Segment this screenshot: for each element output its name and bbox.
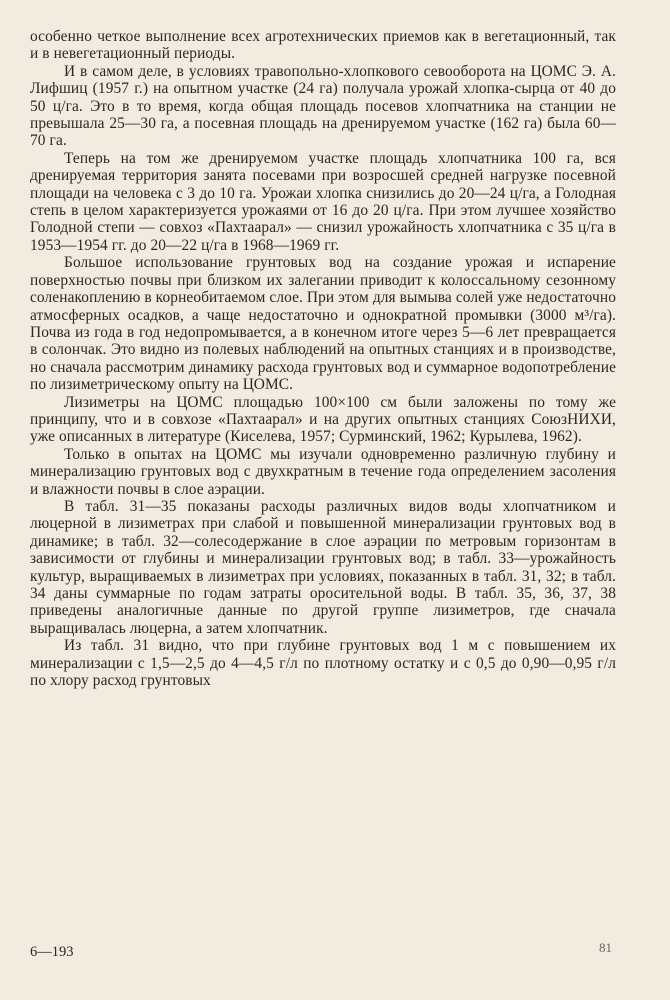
paragraph: Из табл. 31 видно, что при глубине грунтовых вод 1 м с повышением их минерализации с 1,5—2,5 до 4—4,5 г/л по плотному остатку и с 0,5 до 0,90—0,95 г/л по хлору расход грунтовых xyxy=(30,637,616,690)
paragraph: И в самом деле, в условиях травопольно-хлопкового севооборота на ЦОМС Э. А. Лифшиц (1957 г.) на опытном участке (24 га) получала урожай хлопка-сырца от 40 до 50 ц/га. Это в то время, когда общая площадь посевов хлопчатника на станции не превышала 25—30 га, а посевная площадь на дренируемом участке (162 га) была 60—70 га. xyxy=(30,62,616,150)
paragraph: Только в опытах на ЦОМС мы изучали одновременно различную глубину и минерализацию грунтовых вод с двухкратным в течение года определением засоления и влажности почвы в слое аэрации. xyxy=(30,445,616,498)
paragraph-continuation: особенно четкое выполнение всех агротехнических приемов как в вегетационный, так и в невегетационный периоды. xyxy=(30,28,616,63)
paragraph: В табл. 31—35 показаны расходы различных видов воды хлопчатником и люцерной в лизиметрах при слабой и повышенной минерализации грунтовых вод в динамике; в табл. 32—солесодержание в слое аэрации по метровым горизонтам в зависимости от глубины и минерализации грунтовых вод; в табл. 33—урожайность культур, выращиваемых в лизиметрах при условиях, показанных в табл. 31, 32; в табл. 34 даны суммарные по годам затраты оросительной воды. В табл. 35, 36, 37, 38 приведены аналогичные данные по другой группе лизиметров, где сначала выращивалась люцерна, а затем хлопчатник. xyxy=(30,497,616,637)
paragraph: Лизиметры на ЦОМС площадью 100×100 см были заложены по тому же принципу, что и в совхозе «Пахтаарал» и на других опытных станциях СоюзНИХИ, уже описанных в литературе (Киселева, 1957; Сурминский, 1962; Курылева, 1962). xyxy=(30,393,616,446)
paragraph: Теперь на том же дренируемом участке площадь хлопчатника 100 га, вся дренируемая территория занята посевами при возросшей средней нагрузке посевной площади на человека с 3 до 10 га. Урожаи хлопка снизились до 20—24 ц/га, а Голодная степь в целом характеризуется урожаями от 16 до 20 ц/га. При этом лучшее хозяйство Голодной степи — совхоз «Пахтаарал» — снизил урожайность хлопчатника с 35 ц/га в 1953—1954 гг. до 20—22 ц/га в 1968—1969 гг. xyxy=(30,149,616,254)
printer-signature-mark: 6—193 xyxy=(30,944,74,960)
paragraph: Большое использование грунтовых вод на создание урожая и испарение поверхностью почвы при близком их залегании приводит к колоссальному сезонному соленакоплению в корнеобитаемом слое. При этом для вымыва солей уже недостаточно атмосферных осадков, а чаще недостаточно и однократной промывки (3000 м³/га). Почва из года в год недопромывается, а в конечном итоге через 5—6 лет превращается в солончак. Это видно из полевых наблюдений на опытных станциях и в производстве, но сначала рассмотрим динамику расхода грунтовых вод и суммарное водопотребление по лизиметрическому опыту на ЦОМС. xyxy=(30,254,616,394)
page-number: 81 xyxy=(599,940,612,955)
page-body-text xyxy=(30,28,616,689)
